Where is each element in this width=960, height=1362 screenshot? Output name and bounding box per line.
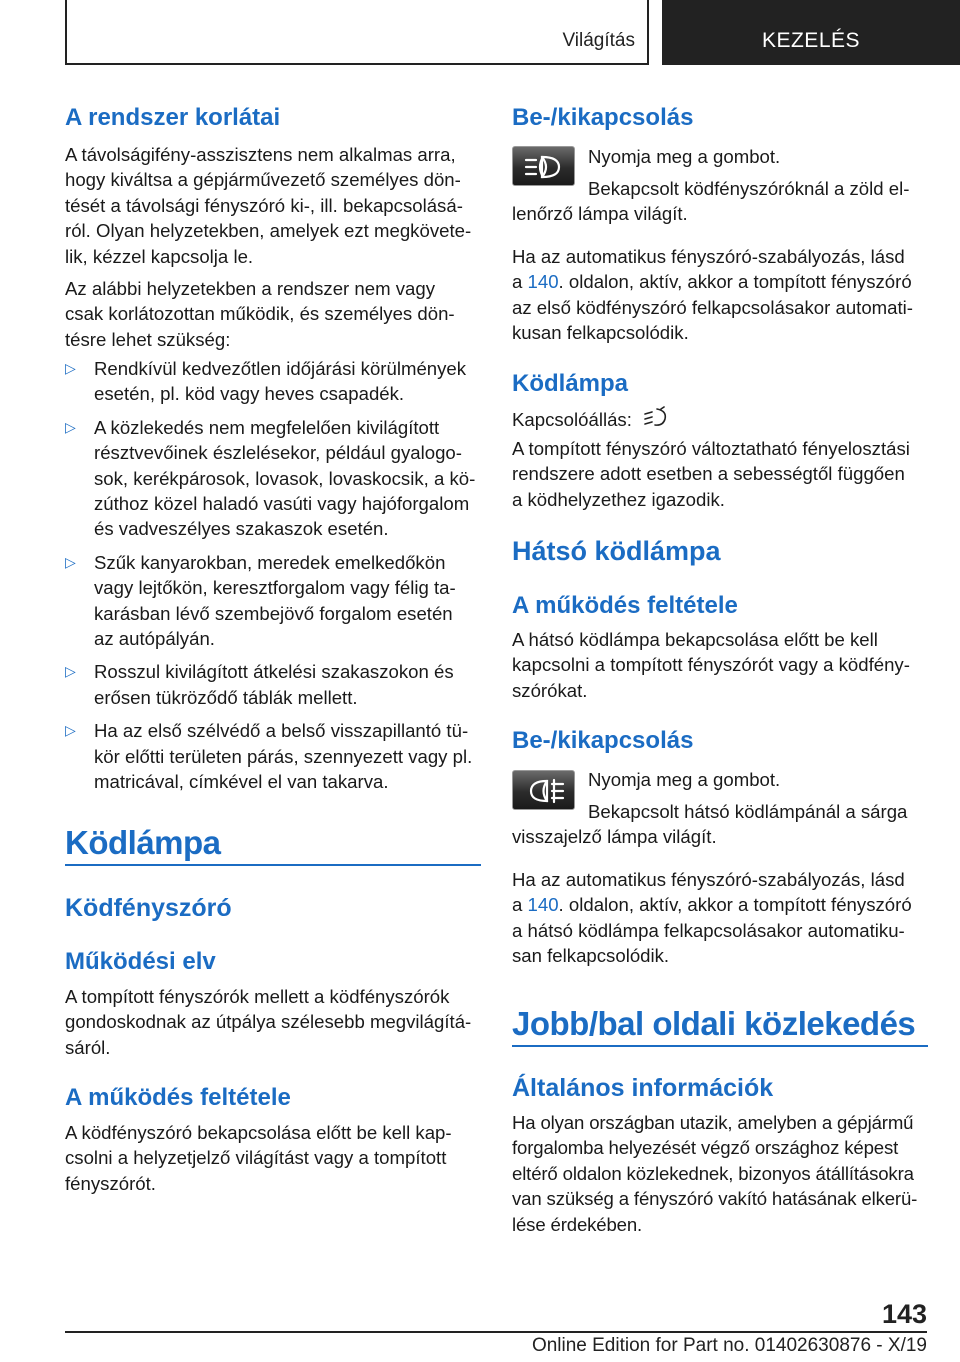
page-number: 143 <box>881 1299 927 1329</box>
heading-rule <box>512 1045 928 1047</box>
header-chapter-title: KEZELÉS <box>761 29 861 52</box>
limits-bullet-list <box>65 356 481 803</box>
bullet-triangle-icon: ▷ <box>65 553 76 570</box>
heading-rule <box>65 864 481 866</box>
switch-position-line <box>512 406 928 432</box>
header-section-title: Világítás <box>562 30 635 51</box>
fog-lamp-chapter-heading: Ködlámpa <box>65 824 221 861</box>
list-item <box>65 718 481 794</box>
text-line: A tompított fényszórók mellett a ködfényszórók <box>65 986 450 1007</box>
text-line: Szűk kanyarokban, meredek emelkedőkön <box>94 551 446 573</box>
text-line: szórókat. <box>512 679 588 701</box>
rear-onoff-line-2: Bekapcsolt hátsó ködlámpánál a sárga <box>588 801 908 822</box>
text-line: résztvevőinek észlelésekor, például gyalogo- <box>94 442 462 464</box>
fog-lamp-paragraph <box>512 436 928 512</box>
text-line: csolni a helyzetjelző világítást vagy a tompított <box>65 1147 447 1169</box>
text-line: hogy kiváltsa a gépjárművezető személyes dön- <box>65 169 461 191</box>
text-line: eltérő oldalon közlekednek, bizonyos átállításokra <box>512 1162 914 1184</box>
header-chapter-tab <box>662 0 960 65</box>
front-auto-paragraph <box>512 244 928 346</box>
footer-rule <box>65 1331 927 1333</box>
text-line: A tompított fényszóró változtatható fényelosztási <box>512 438 910 459</box>
text-fragment: a <box>512 271 528 293</box>
rear-auto-paragraph <box>512 867 928 969</box>
text-line: kusan felkapcsolódik. <box>512 322 689 344</box>
switch-position-label: Kapcsolóállás: <box>512 409 632 430</box>
general-info-paragraph <box>512 1110 928 1237</box>
text-line: A ködfényszóró bekapcsolása előtt be kell kap- <box>65 1122 452 1143</box>
general-info-heading: Általános információk <box>512 1074 774 1102</box>
principle-paragraph <box>65 984 481 1060</box>
text-line: kör előtti területen párás, szennyezett vagy pl. <box>94 745 473 767</box>
text-line: vagy lejtőkön, keresztforgalom vagy félig ta- <box>94 577 456 599</box>
text-line: matricával, címkével el van takarva. <box>94 771 389 793</box>
principle-heading: Működési elv <box>65 948 216 975</box>
text-line: A távolságifény-asszisztens nem alkalmas arra, <box>65 144 456 165</box>
text-line: A közlekedés nem megfelelően kivilágított <box>94 416 440 438</box>
text-line: forgalomba helyezését végző országhoz képest <box>512 1137 899 1159</box>
fog-lamp-heading: Ködlámpa <box>512 370 629 397</box>
text-line: a ködhelyzethez igazodik. <box>512 488 725 510</box>
limits-paragraph-2 <box>65 276 481 352</box>
text-line: Az alábbi helyzetekben a rendszer nem vagy <box>65 278 436 299</box>
text-fragment: . oldalon, aktív, akkor a tompított fényszóró <box>558 271 912 293</box>
text-line: van szükség a fényszóró vakító hatásának elkerü- <box>512 1188 918 1210</box>
text-line: rendszere adott esetben a sebességtől függően <box>512 463 905 485</box>
text-line: Ha az automatikus fényszóró-szabályozás, lásd <box>512 246 905 267</box>
page-link-140[interactable]: 140 <box>527 894 559 916</box>
text-line <box>512 892 928 917</box>
bullet-triangle-icon: ▷ <box>65 418 76 435</box>
text-line: tését a távolsági fényszóró ki-, ill. bekapcsolásá- <box>65 194 463 216</box>
text-line: lik, kézzel kapcsolja le. <box>65 245 254 267</box>
fog-light-heading: Ködfényszóró <box>65 894 232 922</box>
text-line: A hátsó ködlámpa bekapcsolása előtt be kell <box>512 629 878 650</box>
bullet-triangle-icon: ▷ <box>65 722 76 739</box>
list-item <box>65 550 481 652</box>
text-line <box>512 269 928 294</box>
limits-paragraph-1 <box>65 142 481 269</box>
text-line: Rendkívül kedvezőtlen időjárási körülmények <box>94 358 467 379</box>
text-line: karásban lévő szembejövő forgalom esetén <box>94 602 453 624</box>
text-line: san felkapcsolódik. <box>512 945 670 967</box>
text-line: lése érdekében. <box>512 1213 643 1235</box>
text-line: sok, kerékpárosok, lovasok, lovaskocsik, a kö- <box>94 467 476 489</box>
onoff-heading-front: Be-/kikapcsolás <box>512 104 694 131</box>
text-line: zúthoz közel haladó vasúti vagy hajóforgalom <box>94 493 470 515</box>
front-fog-button-image <box>512 146 575 186</box>
rear-fog-button-image <box>512 770 575 810</box>
front-onoff-line-2: Bekapcsolt ködfényszóróknál a zöld el- <box>588 178 910 199</box>
page-link-140[interactable]: 140 <box>527 271 559 293</box>
list-item <box>65 356 481 407</box>
text-line: tésre lehet szükség: <box>65 328 231 350</box>
rear-requirement-heading: A működés feltétele <box>512 592 738 619</box>
rear-fog-light-icon <box>523 777 567 805</box>
text-line: Rosszul kivilágított átkelési szakaszokon és <box>94 661 454 683</box>
text-line: csak korlátozottan működik, és személyes dön- <box>65 303 455 325</box>
text-line: Ha az automatikus fényszóró-szabályozás, lásd <box>512 869 905 890</box>
text-line: a hátsó ködlámpa felkapcsolásakor automatiku- <box>512 919 905 941</box>
traffic-chapter-heading: Jobb/bal oldali közlekedés <box>512 1005 916 1042</box>
text-line: és vadveszélyes szakaszok esetén. <box>94 518 389 540</box>
text-line: az első ködfényszóró felkapcsolásakor automati- <box>512 296 914 318</box>
requirement-paragraph <box>65 1120 481 1196</box>
text-line: ról. Olyan helyzetekben, amelyek ezt megkövete- <box>65 220 472 242</box>
text-line: Ha olyan országban utazik, amelyben a gépjármű <box>512 1112 914 1133</box>
text-line: sáról. <box>65 1036 111 1058</box>
text-fragment: a <box>512 894 528 916</box>
list-item <box>65 659 481 710</box>
text-line: az autópályán. <box>94 628 215 650</box>
front-fog-light-icon <box>523 153 567 181</box>
onoff-heading-rear: Be-/kikapcsolás <box>512 727 694 754</box>
rear-onoff-line-3: visszajelző lámpa világít. <box>512 826 717 847</box>
text-line: fényszórót. <box>65 1172 156 1194</box>
text-line: gondoskodnak az útpálya szélesebb megvilágítá- <box>65 1011 472 1033</box>
rear-onoff-line-1: Nyomja meg a gombot. <box>588 769 781 790</box>
front-onoff-line-3: lenőrző lámpa világít. <box>512 203 688 224</box>
rear-requirement-paragraph <box>512 627 928 703</box>
text-line: kapcsolni a tompított fényszórót vagy a ködfény- <box>512 654 910 676</box>
text-line: erősen tükröződő táblák mellett. <box>94 686 358 708</box>
rear-fog-heading: Hátsó ködlámpa <box>512 536 721 566</box>
fog-mode-icon <box>643 406 669 430</box>
limits-heading: A rendszer korlátai <box>65 104 281 131</box>
text-line: Ha az első szélvédő a belső visszapillantó tü- <box>94 720 469 742</box>
front-onoff-line-1: Nyomja meg a gombot. <box>588 146 781 167</box>
bullet-triangle-icon: ▷ <box>65 663 76 680</box>
list-item <box>65 415 481 542</box>
bullet-triangle-icon: ▷ <box>65 360 76 376</box>
header-section-box <box>65 0 649 65</box>
footer-edition: Online Edition for Part no. 01402630876 - X/19 <box>531 1335 927 1356</box>
requirement-heading: A működés feltétele <box>65 1084 291 1111</box>
text-line: esetén, pl. köd vagy heves csapadék. <box>94 383 405 405</box>
text-fragment: . oldalon, aktív, akkor a tompított fényszóró <box>558 894 912 916</box>
